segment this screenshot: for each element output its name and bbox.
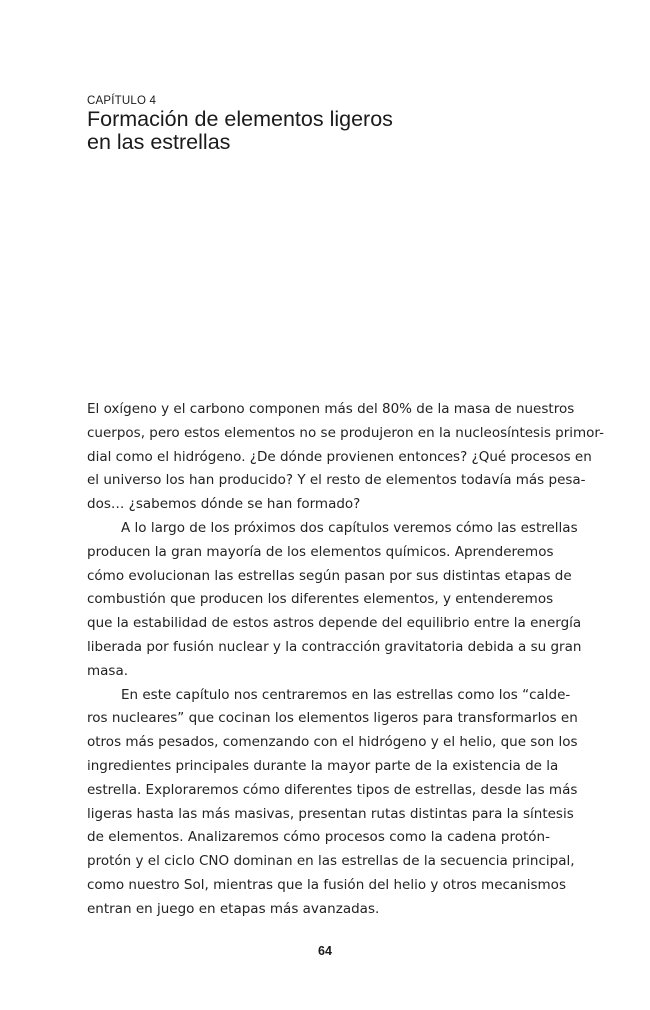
text-line: El oxígeno y el carbono componen más del 80% de la masa de nuestros	[87, 401, 575, 417]
text-line: de elementos. Analizaremos cómo procesos como la cadena protón-	[87, 829, 550, 846]
text-line: otros más pesados, comenzando con el hidrógeno y el helio, que son los	[87, 734, 578, 751]
text-line: En este capítulo nos centraremos en las estrellas como los “calde-	[121, 686, 571, 703]
text-line: cómo evolucionan las estrellas según pasan por sus distintas etapas de	[87, 567, 572, 584]
text-line: que la estabilidad de estos astros depende del equilibrio entre la energía	[87, 615, 582, 632]
text-line: ros nucleares” que cocinan los elementos ligeros para transformarlos en	[87, 710, 578, 727]
text-line: el universo los han producido? Y el resto de elementos todavía más pesa-	[87, 472, 586, 489]
chapter-label: CAPÍTULO 4	[87, 95, 157, 107]
text-line: ingredientes principales durante la mayor parte de la existencia de la	[87, 757, 559, 774]
text-line: cuerpos, pero estos elementos no se produjeron en la nucleosíntesis primor-	[87, 424, 604, 441]
chapter-title-line-1: Formación de elementos ligeros	[87, 107, 393, 131]
text-line: como nuestro Sol, mientras que la fusión del helio y otros mecanismos	[87, 876, 566, 893]
text-line: entran en juego en etapas más avanzadas.	[87, 900, 380, 917]
text-line: A lo largo de los próximos dos capítulos veremos cómo las estrellas	[121, 519, 578, 536]
chapter-title	[87, 108, 507, 154]
body-text	[87, 398, 604, 922]
text-line: masa.	[87, 662, 129, 679]
text-line: protón y el ciclo CNO dominan en las estrellas de la secuencia principal,	[87, 853, 575, 870]
text-line: dos… ¿sabemos dónde se han formado?	[87, 496, 361, 513]
text-line: ligeras hasta las más masivas, presentan rutas distintas para la síntesis	[87, 805, 574, 822]
page-number: 64	[318, 944, 332, 958]
text-line: dial como el hidrógeno. ¿De dónde provienen entonces? ¿Qué procesos en	[87, 448, 592, 465]
text-line: liberada por fusión nuclear y la contracción gravitatoria debida a su gran	[87, 638, 582, 655]
text-line: combustión que producen los diferentes elementos, y entenderemos	[87, 591, 554, 608]
text-line: estrella. Exploraremos cómo diferentes tipos de estrellas, desde las más	[87, 781, 578, 798]
chapter-title-line-2: en las estrellas	[87, 130, 231, 154]
text-line: producen la gran mayoría de los elementos químicos. Aprenderemos	[87, 543, 554, 560]
